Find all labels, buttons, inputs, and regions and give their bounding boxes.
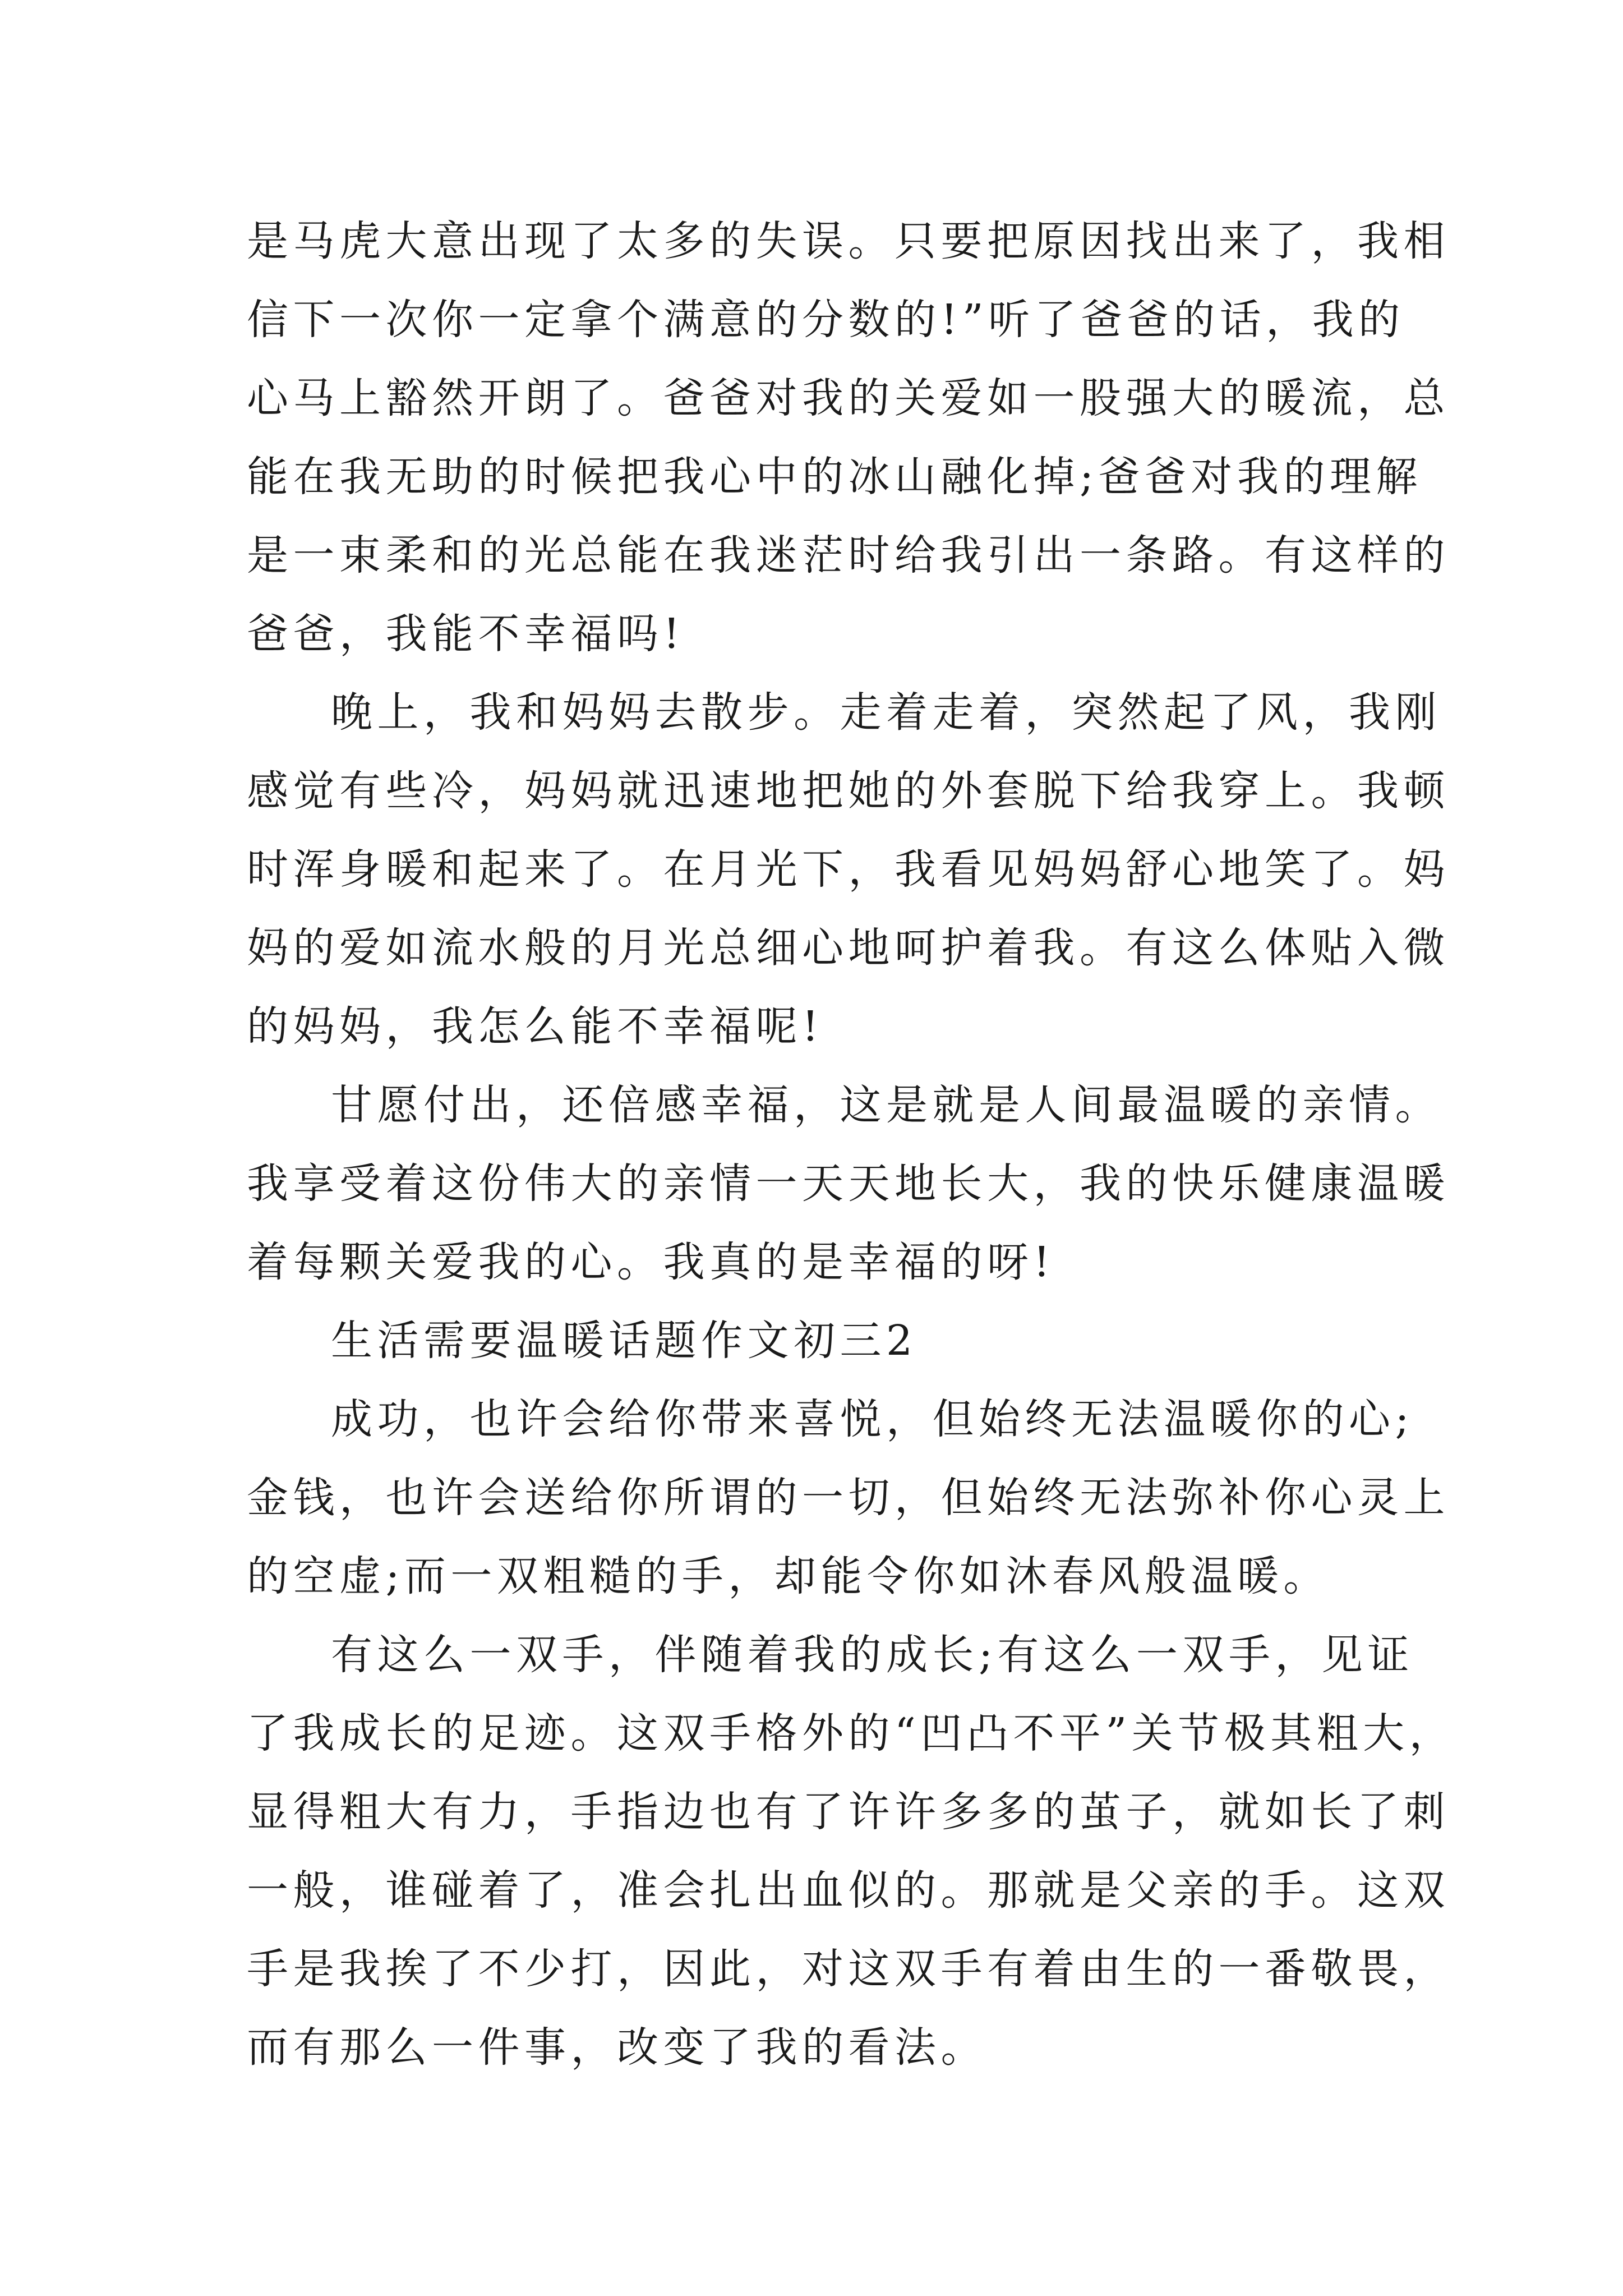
text-line: 我享受着这份伟大的亲情一天天地长大，我的快乐健康温暖: [247, 1159, 1450, 1208]
text-line: 信下一次你一定拿个满意的分数的!”听了爸爸的话，我的: [247, 296, 1405, 344]
text-line: 金钱，也许会送给你所谓的一切，但始终无法弥补你心灵上: [247, 1474, 1450, 1522]
paragraph-first-line: 晚上，我和妈妈去散步。走着走着，突然起了风，我刚: [331, 688, 1441, 737]
text-line: 是马虎大意出现了太多的失误。只要把原因找出来了，我相: [247, 217, 1450, 265]
text-line: 一般，谁碰着了，准会扎出血似的。那就是父亲的手。这双: [247, 1866, 1450, 1915]
text-line: 了我成长的足迹。这双手格外的“凹凸不平”关节极其粗大，: [247, 1709, 1456, 1757]
text-line: 而有那么一件事，改变了我的看法。: [247, 2023, 987, 2072]
text-line: 爸爸，我能不幸福吗!: [247, 610, 685, 658]
text-line: 的空虚;而一双粗糙的手，却能令你如沐春风般温暖。: [247, 1552, 1330, 1600]
text-line: 着每颗关爱我的心。我真的是幸福的呀!: [247, 1238, 1055, 1286]
text-line: 妈的爱如流水般的月光总细心地呵护着我。有这么体贴入微: [247, 924, 1450, 972]
paragraph-first-line: 甘愿付出，还倍感幸福，这是就是人间最温暖的亲情。: [331, 1081, 1441, 1129]
text-line: 手是我挨了不少打，因此，对这双手有着由生的一番敬畏，: [247, 1945, 1450, 1993]
text-line: 感觉有些冷，妈妈就迅速地把她的外套脱下给我穿上。我顿: [247, 767, 1450, 815]
paragraph-first-line: 有这么一双手，伴随着我的成长;有这么一双手，见证: [331, 1631, 1414, 1679]
text-line: 时浑身暖和起来了。在月光下，我看见妈妈舒心地笑了。妈: [247, 845, 1450, 894]
section-heading: 生活需要温暖话题作文初三2: [331, 1317, 917, 1365]
text-line: 能在我无助的时候把我心中的冰山融化掉;爸爸对我的理解: [247, 453, 1422, 501]
text-line: 显得粗大有力，手指边也有了许许多多的茧子，就如长了刺: [247, 1788, 1450, 1836]
text-line: 心马上豁然开朗了。爸爸对我的关爱如一股强大的暖流，总: [247, 374, 1450, 422]
text-line: 的妈妈，我怎么能不幸福呢!: [247, 1002, 824, 1051]
paragraph-first-line: 成功，也许会给你带来喜悦，但始终无法温暖你的心;: [331, 1395, 1414, 1443]
text-line: 是一束柔和的光总能在我迷茫时给我引出一条路。有这样的: [247, 531, 1450, 579]
